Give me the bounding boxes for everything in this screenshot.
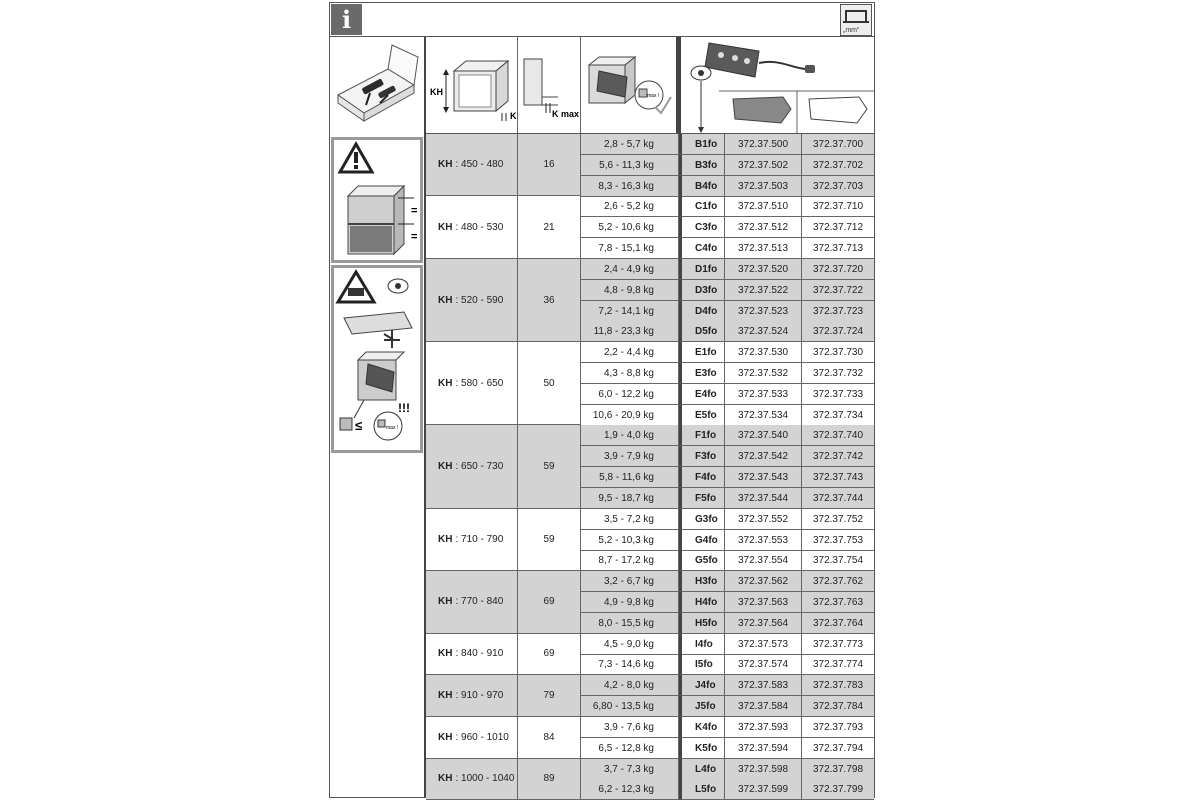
kh-label: KH [438, 377, 453, 389]
table-row [581, 488, 874, 509]
kh-label: KH [438, 690, 453, 702]
weight-range-cell: 8,0 - 15,5 kg [581, 613, 679, 634]
article-number-grey-cell: 372.37.562 [725, 571, 802, 592]
table-row [581, 321, 874, 342]
kh-range-value: : 770 - 840 [455, 596, 504, 608]
article-number-white-cell: 372.37.794 [802, 738, 874, 759]
product-table-sheet [329, 2, 875, 798]
model-cell: D1fo [679, 259, 725, 280]
table-row [581, 363, 874, 384]
article-number-white-cell: 372.37.798 [802, 759, 874, 780]
model-cell: D3fo [679, 280, 725, 301]
weight-range-cell: 1,9 - 4,0 kg [581, 425, 679, 446]
article-number-grey-cell: 372.37.574 [725, 654, 802, 675]
article-number-grey-cell: 372.37.524 [725, 321, 802, 342]
table-row [581, 509, 874, 530]
kh-label: KH [438, 773, 453, 785]
table-group [426, 717, 874, 759]
kh-label: KH [438, 159, 453, 171]
kh-label: KH [438, 294, 453, 306]
table-group [426, 634, 874, 676]
ruler-icon [840, 4, 872, 36]
k-value-cell: 79 [518, 675, 581, 717]
kh-label: KH [438, 221, 453, 233]
k-value-cell: 59 [518, 425, 581, 508]
equal-mark-top: = [411, 205, 418, 217]
article-number-white-cell: 372.37.702 [802, 155, 874, 176]
article-number-white-cell: 372.37.784 [802, 696, 874, 717]
model-cell: B1fo [679, 134, 725, 155]
weight-range-cell: 7,2 - 14,1 kg [581, 301, 679, 322]
table-row [581, 196, 874, 217]
model-cell: J4fo [679, 675, 725, 696]
article-number-white-cell: 372.37.712 [802, 217, 874, 238]
kh-range-value: : 840 - 910 [455, 648, 504, 660]
table-group [426, 196, 874, 258]
table-group [426, 675, 874, 717]
table-row [581, 571, 874, 592]
model-cell: B4fo [679, 176, 725, 197]
model-cell: L4fo [679, 759, 725, 780]
article-number-white-cell: 372.37.783 [802, 675, 874, 696]
article-number-grey-cell: 372.37.599 [725, 779, 802, 800]
article-number-white-cell: 372.37.744 [802, 488, 874, 509]
warning-column [330, 133, 426, 797]
kh-range-value: : 450 - 480 [455, 159, 504, 171]
equal-mark-bottom: = [411, 231, 418, 243]
article-number-grey-cell: 372.37.522 [725, 280, 802, 301]
model-cell: H5fo [679, 613, 725, 634]
article-number-grey-cell: 372.37.533 [725, 384, 802, 405]
article-number-white-cell: 372.37.723 [802, 301, 874, 322]
table-group [426, 342, 874, 425]
weight-range-cell: 6,2 - 12,3 kg [581, 779, 679, 800]
kh-label: KH [438, 461, 453, 473]
model-cell: H3fo [679, 571, 725, 592]
kh-range-cell [426, 759, 518, 800]
article-number-grey-cell: 372.37.544 [725, 488, 802, 509]
model-cell: F5fo [679, 488, 725, 509]
table-row [581, 613, 874, 634]
weight-range-cell: 2,4 - 4,9 kg [581, 259, 679, 280]
table-row [581, 592, 874, 613]
article-number-grey-cell: 372.37.543 [725, 467, 802, 488]
weight-range-cell: 4,3 - 8,8 kg [581, 363, 679, 384]
article-number-white-cell: 372.37.743 [802, 467, 874, 488]
model-cell: E1fo [679, 342, 725, 363]
article-number-grey-cell: 372.37.520 [725, 259, 802, 280]
kh-range-cell [426, 634, 518, 676]
article-number-grey-cell: 372.37.584 [725, 696, 802, 717]
weight-range-cell: 3,9 - 7,6 kg [581, 717, 679, 738]
exclamation-note: !!! [398, 401, 410, 415]
article-number-white-cell: 372.37.799 [802, 779, 874, 800]
table-group [426, 425, 874, 508]
article-number-white-cell: 372.37.724 [802, 321, 874, 342]
weight-range-cell: 6,80 - 13,5 kg [581, 696, 679, 717]
table-row [581, 238, 874, 259]
weight-range-cell: 8,3 - 16,3 kg [581, 176, 679, 197]
article-number-white-cell: 372.37.740 [802, 425, 874, 446]
article-number-white-cell: 372.37.753 [802, 530, 874, 551]
table-row [581, 550, 874, 571]
table-row [581, 717, 874, 738]
article-number-grey-cell: 372.37.594 [725, 738, 802, 759]
article-number-grey-cell: 372.37.552 [725, 509, 802, 530]
article-number-grey-cell: 372.37.593 [725, 717, 802, 738]
k-value-cell: 16 [518, 134, 581, 196]
weight-range-cell: 3,7 - 7,3 kg [581, 759, 679, 780]
kh-range-cell [426, 717, 518, 759]
k-value-cell: 69 [518, 634, 581, 676]
article-number-white-cell: 372.37.764 [802, 613, 874, 634]
article-number-grey-cell: 372.37.540 [725, 425, 802, 446]
weight-range-cell: 5,2 - 10,6 kg [581, 217, 679, 238]
weight-range-cell: 5,2 - 10,3 kg [581, 530, 679, 551]
kh-range-value: : 1000 - 1040 [455, 773, 515, 785]
model-cell: C4fo [679, 238, 725, 259]
k-value-cell: 89 [518, 759, 581, 800]
kh-range-cell [426, 342, 518, 425]
table-row [581, 779, 874, 800]
model-cell: D5fo [679, 321, 725, 342]
weight-range-cell: 7,3 - 14,6 kg [581, 654, 679, 675]
kh-label: KH [438, 596, 453, 608]
kh-range-value: : 910 - 970 [455, 690, 504, 702]
table-row [581, 446, 874, 467]
article-number-grey-cell: 372.37.502 [725, 155, 802, 176]
article-number-white-cell: 372.37.752 [802, 509, 874, 530]
kh-range-cell [426, 675, 518, 717]
model-cell: G4fo [679, 530, 725, 551]
warning-hand-crush-icon [338, 272, 374, 302]
weight-range-cell: 3,5 - 7,2 kg [581, 509, 679, 530]
table-row [581, 134, 874, 155]
table-row [581, 654, 874, 675]
model-cell: D4fo [679, 301, 725, 322]
max-label: max ! [647, 93, 660, 99]
weight-range-cell: 3,9 - 7,9 kg [581, 446, 679, 467]
k-value-cell: 50 [518, 342, 581, 425]
kh-label: KH [438, 731, 453, 743]
kh-range-value: : 520 - 590 [455, 294, 504, 306]
table-group [426, 759, 874, 800]
lift-mechanism-caps-icon [679, 37, 874, 133]
model-cell: I5fo [679, 654, 725, 675]
table-row [581, 425, 874, 446]
article-number-grey-cell: 372.37.573 [725, 634, 802, 655]
table-row [581, 384, 874, 405]
article-number-grey-cell: 372.37.564 [725, 613, 802, 634]
kh-label: KH [430, 87, 443, 97]
table-row [581, 675, 874, 696]
weight-range-cell: 9,5 - 18,7 kg [581, 488, 679, 509]
article-number-white-cell: 372.37.700 [802, 134, 874, 155]
kh-range-cell [426, 196, 518, 258]
model-cell: L5fo [679, 779, 725, 800]
kh-range-value: : 650 - 730 [455, 461, 504, 473]
table-group [426, 571, 874, 633]
article-number-grey-cell: 372.37.510 [725, 196, 802, 217]
article-number-grey-cell: 372.37.513 [725, 238, 802, 259]
model-cell: F3fo [679, 446, 725, 467]
article-number-grey-cell: 372.37.532 [725, 363, 802, 384]
article-number-grey-cell: 372.37.512 [725, 217, 802, 238]
unit-label: „mm“ [843, 27, 860, 34]
weight-range-cell: 6,5 - 12,8 kg [581, 738, 679, 759]
max-small-label: max ! [386, 425, 399, 431]
model-cell: G3fo [679, 509, 725, 530]
model-cell: K5fo [679, 738, 725, 759]
article-number-grey-cell: 372.37.563 [725, 592, 802, 613]
kh-range-cell [426, 425, 518, 508]
article-number-white-cell: 372.37.774 [802, 654, 874, 675]
article-number-white-cell: 372.37.732 [802, 363, 874, 384]
info-icon: i [331, 4, 362, 35]
article-number-grey-cell: 372.37.503 [725, 176, 802, 197]
article-number-white-cell: 372.37.730 [802, 342, 874, 363]
top-bar [330, 3, 874, 37]
k-value-cell: 69 [518, 571, 581, 633]
weight-range-cell: 7,8 - 15,1 kg [581, 238, 679, 259]
model-cell: H4fo [679, 592, 725, 613]
weight-range-cell: 5,8 - 11,6 kg [581, 467, 679, 488]
warning-panel-equal-fronts [331, 137, 423, 263]
model-cell: J5fo [679, 696, 725, 717]
article-number-white-cell: 372.37.733 [802, 384, 874, 405]
kh-range-value: : 710 - 790 [455, 533, 504, 545]
table-row [581, 759, 874, 780]
k-value-cell: 21 [518, 196, 581, 258]
weight-range-cell: 11,8 - 23,3 kg [581, 321, 679, 342]
model-cell: B3fo [679, 155, 725, 176]
article-number-grey-cell: 372.37.534 [725, 405, 802, 426]
article-number-white-cell: 372.37.734 [802, 405, 874, 426]
model-cell: C1fo [679, 196, 725, 217]
article-number-white-cell: 372.37.793 [802, 717, 874, 738]
cabinet-side-k-max-icon [518, 37, 581, 133]
warning-panel-flap-weight [331, 265, 423, 453]
weight-range-cell: 4,2 - 8,0 kg [581, 675, 679, 696]
article-number-grey-cell: 372.37.583 [725, 675, 802, 696]
kh-range-cell [426, 509, 518, 571]
leq-sign: ≤ [355, 418, 363, 433]
article-number-white-cell: 372.37.754 [802, 550, 874, 571]
article-number-white-cell: 372.37.710 [802, 196, 874, 217]
weight-range-cell: 2,8 - 5,7 kg [581, 134, 679, 155]
k-value-cell: 59 [518, 509, 581, 571]
kh-range-value: : 480 - 530 [455, 221, 504, 233]
article-number-white-cell: 372.37.742 [802, 446, 874, 467]
model-cell: G5fo [679, 550, 725, 571]
article-number-grey-cell: 372.37.523 [725, 301, 802, 322]
model-cell: E5fo [679, 405, 725, 426]
weight-range-cell: 2,6 - 5,2 kg [581, 196, 679, 217]
model-cell: E4fo [679, 384, 725, 405]
kh-label: KH [438, 533, 453, 545]
table-group [426, 509, 874, 571]
article-number-grey-cell: 372.37.553 [725, 530, 802, 551]
kh-range-cell [426, 259, 518, 342]
article-number-white-cell: 372.37.762 [802, 571, 874, 592]
article-number-white-cell: 372.37.720 [802, 259, 874, 280]
cabinet-height-depth-icon [426, 37, 518, 133]
weight-range-cell: 5,6 - 11,3 kg [581, 155, 679, 176]
cabinet-flap-weight-icon [581, 37, 679, 133]
weight-range-cell: 4,9 - 9,8 kg [581, 592, 679, 613]
k-value-cell: 84 [518, 717, 581, 759]
table-row [581, 301, 874, 322]
article-number-white-cell: 372.37.713 [802, 238, 874, 259]
weight-range-cell: 6,0 - 12,2 kg [581, 384, 679, 405]
table-row [581, 530, 874, 551]
kh-range-value: : 960 - 1010 [455, 731, 509, 743]
table-row [581, 738, 874, 759]
weight-range-cell: 10,6 - 20,9 kg [581, 405, 679, 426]
weight-range-cell: 3,2 - 6,7 kg [581, 571, 679, 592]
table-row [581, 259, 874, 280]
table-row [581, 342, 874, 363]
table-group [426, 259, 874, 342]
table-row [581, 280, 874, 301]
model-cell: F1fo [679, 425, 725, 446]
k-label: K [510, 111, 517, 121]
model-cell: K4fo [679, 717, 725, 738]
k-value-cell: 36 [518, 259, 581, 342]
table-row [581, 155, 874, 176]
kh-range-cell [426, 134, 518, 196]
weight-range-cell: 4,5 - 9,0 kg [581, 634, 679, 655]
table-row [581, 405, 874, 426]
table-row [581, 634, 874, 655]
model-cell: F4fo [679, 467, 725, 488]
article-number-grey-cell: 372.37.530 [725, 342, 802, 363]
weight-range-cell: 4,8 - 9,8 kg [581, 280, 679, 301]
kmax-label: K max [552, 109, 580, 119]
model-cell: E3fo [679, 363, 725, 384]
article-number-white-cell: 372.37.703 [802, 176, 874, 197]
kh-range-value: : 580 - 650 [455, 377, 504, 389]
model-cell: I4fo [679, 634, 725, 655]
kh-range-cell [426, 571, 518, 633]
article-number-grey-cell: 372.37.554 [725, 550, 802, 571]
table-row [581, 176, 874, 197]
table-row [581, 217, 874, 238]
article-number-grey-cell: 372.37.542 [725, 446, 802, 467]
article-number-white-cell: 372.37.773 [802, 634, 874, 655]
table-row [581, 467, 874, 488]
article-number-grey-cell: 372.37.500 [725, 134, 802, 155]
article-number-white-cell: 372.37.763 [802, 592, 874, 613]
article-number-white-cell: 372.37.722 [802, 280, 874, 301]
model-cell: C3fo [679, 217, 725, 238]
table-row [581, 696, 874, 717]
article-number-grey-cell: 372.37.598 [725, 759, 802, 780]
kh-label: KH [438, 648, 453, 660]
hinge-lift-mechanism-icon [330, 37, 426, 133]
table-group [426, 134, 874, 196]
weight-range-cell: 2,2 - 4,4 kg [581, 342, 679, 363]
weight-range-cell: 8,7 - 17,2 kg [581, 550, 679, 571]
